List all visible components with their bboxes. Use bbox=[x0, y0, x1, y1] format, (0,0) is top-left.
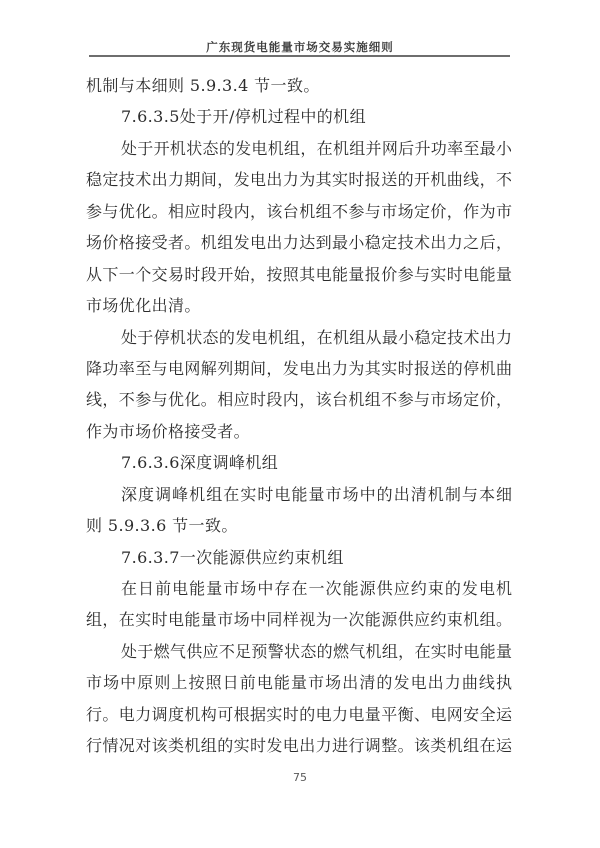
document-body bbox=[86, 70, 512, 762]
text-line: 作为市场价格接受者。 bbox=[86, 421, 251, 441]
text-line: 在日前电能量市场中存在一次能源供应约束的发电机 bbox=[121, 579, 512, 598]
text-line: 组，在实时电能量市场中同样视为一次能源供应约束机组。 bbox=[86, 610, 512, 630]
text-line: 机制与本细则 5.9.3.4 节一致。 bbox=[86, 76, 320, 95]
text-line: 市场中原则上按照日前电能量市场出清的发电出力曲线执 bbox=[86, 673, 512, 693]
text-line: 7.6.3.5处于开/停机过程中的机组 bbox=[121, 107, 366, 127]
header-title: 广东现货电能量市场交易实施细则 bbox=[206, 40, 394, 54]
text-line: 处于燃气供应不足预警状态的燃气机组，在实时电能量 bbox=[121, 641, 512, 661]
text-line: 稳定技术出力期间，发电出力为其实时报送的开机曲线，不 bbox=[86, 170, 512, 190]
text-line: 行情况对该类机组的实时发电出力进行调整。该类机组在运 bbox=[86, 736, 512, 756]
text-line: 处于停机状态的发电机组，在机组从最小稳定技术出力 bbox=[121, 327, 512, 347]
header-rule-divider bbox=[89, 55, 510, 57]
text-line: 市场优化出清。 bbox=[86, 296, 201, 316]
text-line: 行。电力调度机构可根据实时的电力电量平衡、电网安全运 bbox=[86, 704, 512, 724]
text-line: 7.6.3.6深度调峰机组 bbox=[121, 453, 279, 473]
page-footer bbox=[0, 771, 600, 784]
text-line: 深度调峰机组在实时电能量市场中的出清机制与本细 bbox=[121, 484, 512, 504]
text-line: 从下一个交易时段开始，按照其电能量报价参与实时电能量 bbox=[86, 264, 512, 284]
text-line: 则 5.9.3.6 节一致。 bbox=[86, 516, 238, 536]
text-line: 线，不参与优化。相应时段内，该台机组不参与市场定价， bbox=[86, 390, 512, 410]
text-line: 7.6.3.7一次能源供应约束机组 bbox=[121, 547, 344, 567]
text-line: 处于开机状态的发电机组，在机组并网后升功率至最小 bbox=[121, 138, 512, 158]
page-number: 75 bbox=[293, 771, 307, 784]
text-line: 场价格接受者。机组发电出力达到最小稳定技术出力之后， bbox=[86, 233, 512, 253]
text-line: 参与优化。相应时段内，该台机组不参与市场定价，作为市 bbox=[86, 201, 512, 221]
text-line: 降功率至与电网解列期间，发电出力为其实时报送的停机曲 bbox=[86, 358, 512, 378]
